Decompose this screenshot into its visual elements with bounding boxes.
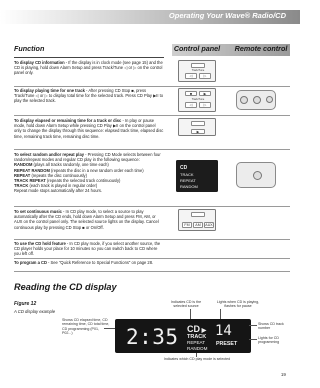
- display-track-number: 14: [215, 323, 232, 339]
- page-header-title: Operating Your Wave® Radio/CD: [168, 11, 286, 20]
- display-time: 2:35: [126, 325, 179, 349]
- function-row-elapsed-remaining: [14, 118, 164, 139]
- aux-button-icon: AUX: [205, 223, 213, 227]
- display-play-icon: ▶: [200, 328, 207, 334]
- cd-display-figure: [115, 319, 251, 353]
- mode-name: TRACK REPEAT: [14, 178, 46, 184]
- cd-stop-icon: ■: [185, 91, 197, 96]
- display-random-label: RANDOM: [187, 345, 208, 351]
- remote-button-icon: [253, 96, 261, 104]
- function-row-cd-hold: [14, 241, 164, 257]
- function-row-playing-time: [14, 88, 164, 104]
- track-prev-icon: ◁: [185, 73, 197, 79]
- remote-button-icon: [253, 171, 262, 180]
- callout-track-number: Shows CD track number: [258, 322, 284, 331]
- cd-play-icon: ▶: [191, 129, 205, 134]
- control-panel-icon-alarm-source: [178, 209, 216, 231]
- section-title: Reading the CD display: [14, 282, 117, 292]
- track-tune-label: Track/Tune: [191, 69, 205, 72]
- mode-desc: (plays all tracks randomly, one time each): [32, 162, 109, 168]
- callout-cd-source: Indicates CD is the selected source: [170, 300, 202, 309]
- figure-label: Figure 12: [14, 301, 37, 307]
- cd-play-icon: ▶: [199, 91, 211, 96]
- track-next-icon: ▷: [199, 102, 211, 108]
- remote-button-icon: [240, 96, 248, 104]
- row-text: - In CD play mode, if you select another source, the CD player holds your place for 10 minutes so you can switch back to CD where you left off.: [14, 241, 161, 257]
- row-divider: [14, 258, 290, 259]
- row-text: - In play or pause mode, hold down Alarm Setup while pressing CD Play ▶II on the control panel only to change the display through this sequence: elapsed track time, elapsed disc time, remaining track time, remaining disc time.: [14, 118, 164, 139]
- page-header: [0, 0, 300, 30]
- page-number: 19: [280, 372, 286, 377]
- mode-desc: (repeats the disc continuously): [30, 172, 87, 178]
- row-divider: [14, 206, 290, 207]
- callout-time-info: Shows CD elapsed time, CD remaining time, CD total time, CD programming (P01, P02...): [62, 318, 110, 336]
- leader-line: [249, 325, 257, 326]
- mode-name: REPEAT RANDOM: [14, 167, 50, 173]
- control-panel-icon-stop-track: [178, 88, 216, 112]
- row-footer: Repeat mode stops automatically after 24 hours.: [14, 188, 103, 194]
- function-row-display-cd-info: [14, 60, 164, 76]
- display-preset-label: PRESET: [216, 341, 238, 347]
- callout-programming: Lights for CD programming: [258, 336, 280, 345]
- row-text: - If the display is in clock mode (see page 15) and the CD is playing, hold down Alarm Setup and press Track/Tune ◁ or ▷ on the control panel only.: [14, 60, 163, 76]
- fm-button-icon: FM: [182, 222, 192, 228]
- track-next-icon: ▷: [199, 73, 211, 79]
- mode-name: TRACK: [14, 183, 29, 189]
- row-title: To set continuous music: [14, 209, 62, 214]
- mode-name: REPEAT: [14, 172, 31, 178]
- cd-mode-icon-random: RANDOM: [180, 184, 198, 189]
- callout-lights-playing: Lights when CD is playing, flashes for pause: [216, 300, 260, 309]
- row-text: - After pressing CD Stop ■, press Track/Tune ◁ or ▷ to display total time for the selected track. Press CD Play ▶II to play the selected track.: [14, 88, 164, 104]
- row-title: To display CD information: [14, 60, 65, 65]
- row-text: - In CD play mode, to select a source to play automatically after the CD ends, hold down Alarm Setup and press FM, AM, or AUX on the control panel only. The selected source lights on the display. Cancel continuous play by pressing CD Stop ■ or On/Off.: [14, 209, 159, 230]
- function-row-continuous-music: [14, 209, 164, 230]
- function-row-program-cd: [14, 260, 164, 265]
- leader-line: [249, 339, 257, 340]
- remote-button-icon: [266, 96, 273, 103]
- display-track-label: TRACK: [187, 334, 207, 340]
- am-button-icon: AM: [193, 222, 203, 228]
- mode-desc: (repeats the disc in a new random order each time): [49, 167, 144, 173]
- row-title: To display playing time for one track: [14, 88, 85, 93]
- alarm-setup-button-icon: [191, 212, 205, 217]
- alarm-setup-button-icon: [191, 63, 205, 68]
- row-divider: [14, 271, 290, 272]
- cd-mode-display-icon: [176, 160, 218, 192]
- row-divider: [14, 149, 290, 150]
- row-title: To select random and/or repeat play: [14, 152, 84, 157]
- mode-desc: (repeats the selected track continuously): [45, 178, 121, 184]
- cd-mode-icon-track: TRACK: [180, 172, 194, 177]
- column-header-control-panel: Control panel: [173, 44, 221, 53]
- control-panel-icon-alarm-play: [178, 118, 216, 136]
- callout-play-mode: Indicates which CD play mode is selected: [163, 357, 231, 361]
- row-text: - Pressing CD Mode selects between four random/repeat modes and regular CD play in the following sequence:: [14, 152, 161, 163]
- row-divider: [14, 86, 290, 87]
- cd-mode-icon-cd: CD: [180, 165, 188, 171]
- row-divider: [14, 239, 290, 240]
- display-repeat-label: REPEAT: [187, 340, 206, 345]
- alarm-setup-button-icon: [191, 121, 205, 126]
- row-title: To program a CD: [14, 260, 47, 265]
- column-header-function: Function: [14, 44, 164, 58]
- track-prev-icon: ◁: [185, 102, 197, 108]
- row-text: - See "Quick Reference to Special Functions" on page 28.: [46, 260, 154, 265]
- function-row-random-repeat: [14, 152, 164, 194]
- control-panel-icon-alarm-track: [178, 60, 216, 82]
- cd-mode-icon-repeat: REPEAT: [180, 178, 196, 183]
- display-cd-text: CD: [187, 324, 200, 334]
- row-title: To use the CD hold feature: [14, 241, 66, 246]
- column-header-remote-control: Remote control: [234, 44, 288, 53]
- mode-desc: (each track is played in regular order): [28, 183, 98, 189]
- row-divider: [14, 115, 290, 116]
- mode-name: RANDOM: [14, 162, 33, 168]
- track-tune-label: Track/Tune: [191, 98, 205, 101]
- figure-caption: A CD display example: [14, 309, 56, 314]
- row-title: To display elapsed or remaining time for a track or disc: [14, 118, 122, 123]
- display-cd-indicator: [187, 324, 206, 334]
- remote-control-icon: [236, 162, 276, 188]
- remote-control-icon: [236, 90, 276, 110]
